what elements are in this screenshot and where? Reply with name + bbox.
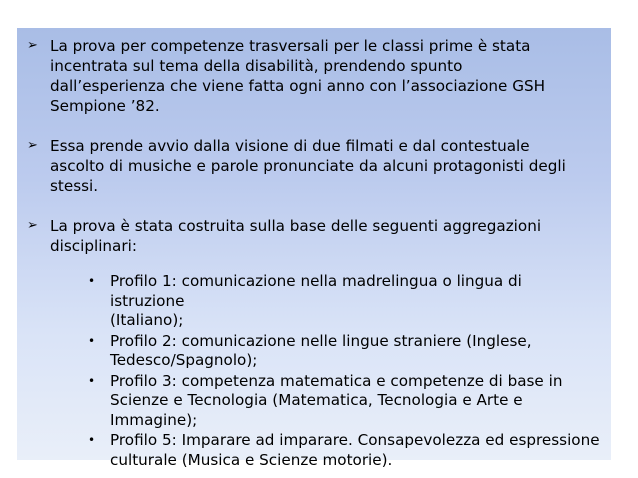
main-bullet-list — [25, 36, 601, 470]
bullet-text: Essa prende avvio dalla visione di due filmati e dal contestuale ascolto di musiche e parole pronunciate da alcuni protagonisti degli stessi. — [50, 137, 566, 195]
profile-text: Profilo 1: comunicazione nella madrelingua o lingua di istruzione (Italiano); — [110, 272, 522, 329]
arrow-bullet-icon: ➢ — [27, 38, 38, 53]
profile-item-3 — [50, 372, 601, 431]
profile-item-2 — [50, 332, 601, 371]
dot-bullet-icon: • — [88, 373, 96, 388]
bullet-item-filmati — [25, 136, 601, 196]
profile-text: Profilo 5: Imparare ad imparare. Consapevolezza ed espressione culturale (Musica e Scienze motorie). — [110, 431, 600, 469]
profile-text: Profilo 2: comunicazione nelle lingue straniere (Inglese, Tedesco/Spagnolo); — [110, 331, 532, 369]
profile-list — [50, 272, 601, 470]
dot-bullet-icon: • — [88, 433, 96, 447]
bullet-item-gsh — [25, 36, 601, 116]
dot-bullet-icon: • — [88, 274, 96, 288]
arrow-bullet-icon: ➢ — [27, 218, 38, 233]
content-panel — [17, 28, 611, 469]
dot-bullet-icon: • — [88, 333, 96, 348]
profile-item-5 — [50, 431, 601, 470]
profile-item-1 — [50, 272, 601, 331]
bullet-text: La prova è stata costruita sulla base delle seguenti aggregazioni disciplinari: — [50, 217, 542, 255]
bullet-text: La prova per competenze trasversali per le classi prime è stata incentrata sul tema della disabilità, prendendo spunto dall’esperienza che viene fatta ogni anno con l’associazione GSH Sempione ’82. — [50, 37, 546, 115]
arrow-bullet-icon: ➢ — [27, 138, 38, 153]
bullet-item-aggregazioni — [25, 216, 601, 470]
profile-text: Profilo 3: competenza matematica e competenze di base in Scienze e Tecnologia (Matematica, Tecnologia e Arte e Immagine); — [110, 371, 563, 429]
